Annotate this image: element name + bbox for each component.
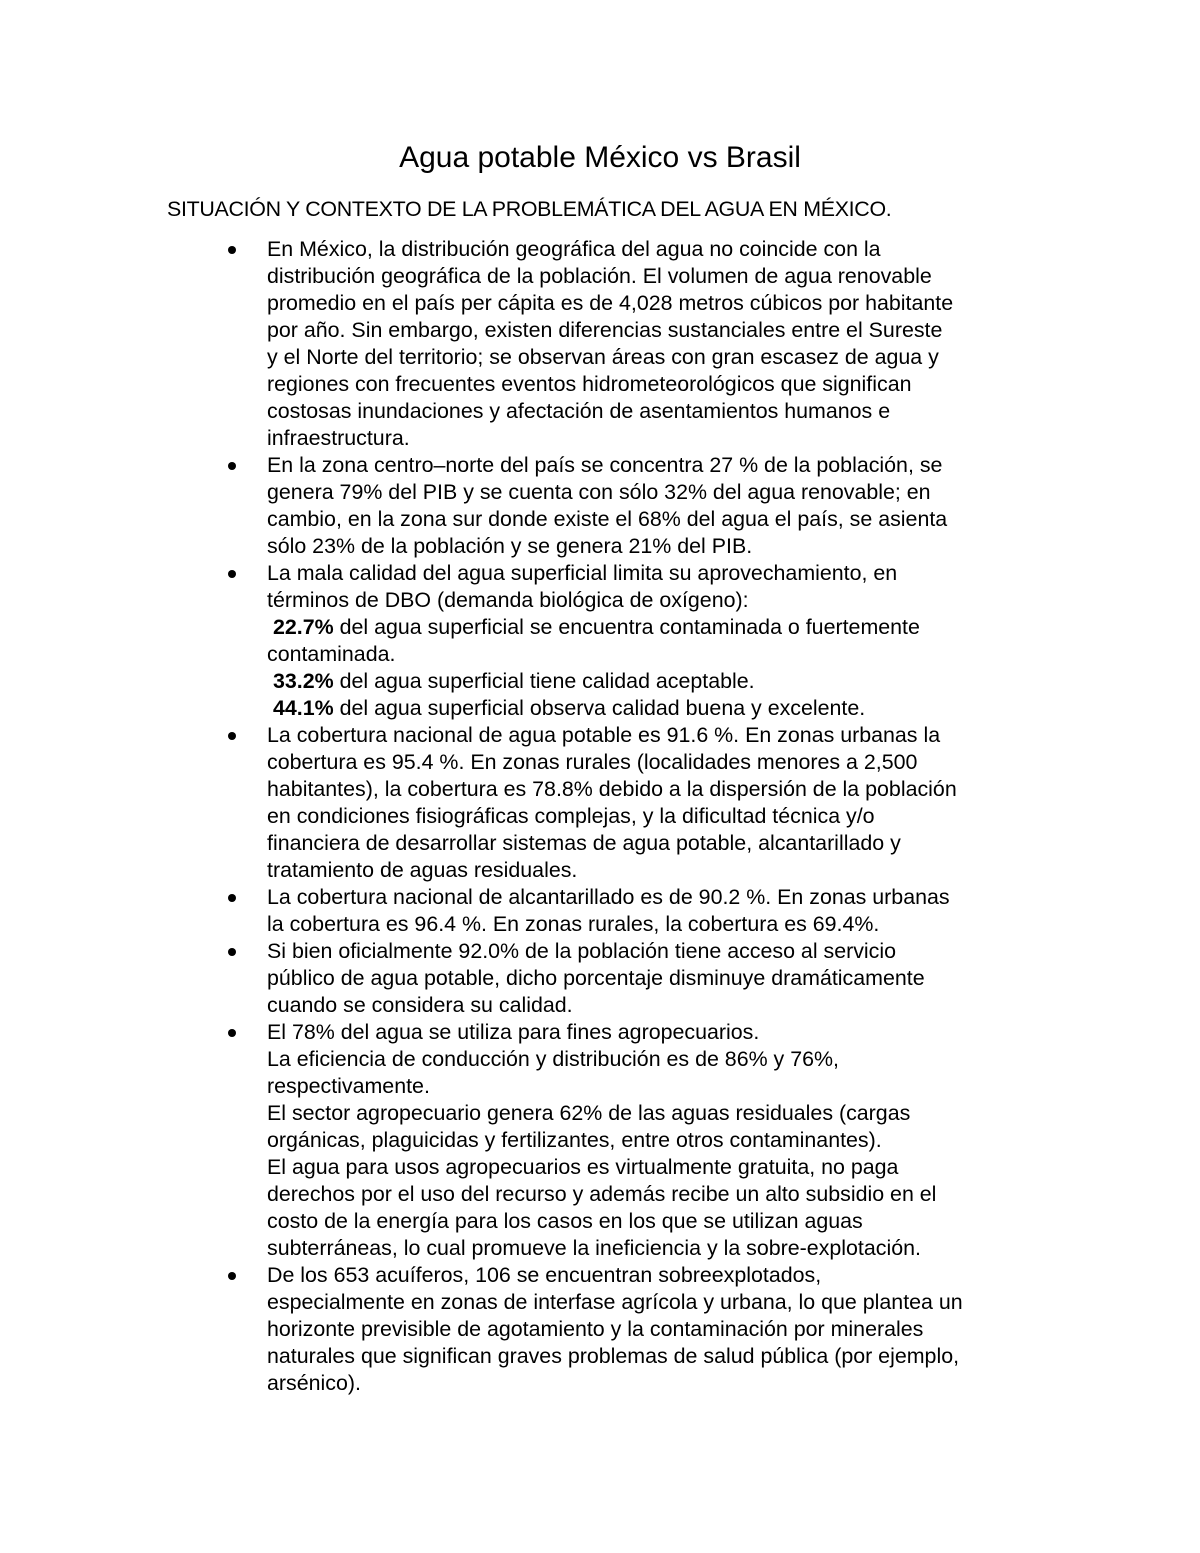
list-item xyxy=(267,560,1042,722)
text-line: La cobertura nacional de agua potable es 91.6 %. En zonas urbanas la xyxy=(267,723,941,747)
text-line: infraestructura. xyxy=(267,426,410,450)
quality-description: del agua superficial tiene calidad aceptable. xyxy=(333,669,755,693)
bullet-list xyxy=(267,236,1042,1397)
list-item xyxy=(267,236,1042,452)
quality-percentage: 44.1% xyxy=(273,696,334,720)
text-line: genera 79% del PIB y se cuenta con sólo 32% del agua renovable; en xyxy=(267,480,931,504)
bullet-dot-icon xyxy=(228,462,236,470)
text-line: arsénico). xyxy=(267,1371,361,1395)
text-line: derechos por el uso del recurso y además recibe un alto subsidio en el xyxy=(267,1182,937,1206)
text-line: público de agua potable, dicho porcentaje disminuye dramáticamente xyxy=(267,966,925,990)
text-line: La cobertura nacional de alcantarillado es de 90.2 %. En zonas urbanas xyxy=(267,885,950,909)
text-line: habitantes), la cobertura es 78.8% debido a la dispersión de la población xyxy=(267,777,957,801)
bullet-dot-icon xyxy=(228,732,236,740)
text-line: La mala calidad del agua superficial limita su aprovechamiento, en xyxy=(267,561,898,585)
bullet-dot-icon xyxy=(228,246,236,254)
text-line: La eficiencia de conducción y distribución es de 86% y 76%, xyxy=(267,1047,839,1071)
text-line: promedio en el país per cápita es de 4,028 metros cúbicos por habitante xyxy=(267,291,954,315)
text-line: financiera de desarrollar sistemas de agua potable, alcantarillado y xyxy=(267,831,901,855)
quality-percentage: 33.2% xyxy=(273,669,334,693)
text-line: De los 653 acuíferos, 106 se encuentran sobreexplotados, xyxy=(267,1263,822,1287)
quality-stat-line xyxy=(267,668,1042,695)
list-item xyxy=(267,722,1042,884)
text-line: El agua para usos agropecuarios es virtualmente gratuita, no paga xyxy=(267,1155,899,1179)
list-item xyxy=(267,452,1042,560)
text-line: subterráneas, lo cual promueve la ineficiencia y la sobre-explotación. xyxy=(267,1236,921,1260)
bullet-dot-icon xyxy=(228,1272,236,1280)
text-line: tratamiento de aguas residuales. xyxy=(267,858,578,882)
text-line: costo de la energía para los casos en los que se utilizan aguas xyxy=(267,1209,863,1233)
list-item xyxy=(267,938,1042,1019)
text-line: sólo 23% de la población y se genera 21% del PIB. xyxy=(267,534,753,558)
text-line: respectivamente. xyxy=(267,1074,430,1098)
quality-stat-line xyxy=(267,695,1042,722)
quality-description: del agua superficial observa calidad buena y excelente. xyxy=(333,696,866,720)
list-item xyxy=(267,1262,1042,1397)
text-line: Si bien oficialmente 92.0% de la población tiene acceso al servicio xyxy=(267,939,897,963)
text-line: El 78% del agua se utiliza para fines agropecuarios. xyxy=(267,1020,760,1044)
text-line: la cobertura es 96.4 %. En zonas rurales, la cobertura es 69.4%. xyxy=(267,912,880,936)
text-line: El sector agropecuario genera 62% de las aguas residuales (cargas xyxy=(267,1101,911,1125)
text-line: naturales que significan graves problemas de salud pública (por ejemplo, xyxy=(267,1344,960,1368)
list-item xyxy=(267,884,1042,938)
quality-description: del agua superficial se encuentra contaminada o fuertemente xyxy=(333,615,920,639)
text-line: cambio, en la zona sur donde existe el 68% del agua el país, se asienta xyxy=(267,507,948,531)
text-line: orgánicas, plaguicidas y fertilizantes, entre otros contaminantes). xyxy=(267,1128,882,1152)
text-line: distribución geográfica de la población. El volumen de agua renovable xyxy=(267,264,932,288)
text-line: especialmente en zonas de interfase agrícola y urbana, lo que plantea un xyxy=(267,1290,963,1314)
text-line: horizonte previsible de agotamiento y la contaminación por minerales xyxy=(267,1317,924,1341)
bullet-dot-icon xyxy=(228,570,236,578)
bullet-dot-icon xyxy=(228,948,236,956)
bullet-dot-icon xyxy=(228,894,236,902)
text-line: En México, la distribución geográfica del agua no coincide con la xyxy=(267,237,881,261)
list-item xyxy=(267,1019,1042,1262)
text-line: regiones con frecuentes eventos hidrometeorológicos que significan xyxy=(267,372,912,396)
quality-percentage: 22.7% xyxy=(273,615,334,639)
quality-stat-line xyxy=(267,614,1042,641)
text-line: contaminada. xyxy=(267,642,396,666)
bullet-dot-icon xyxy=(228,1029,236,1037)
text-line: costosas inundaciones y afectación de asentamientos humanos e xyxy=(267,399,891,423)
text-line: términos de DBO (demanda biológica de oxígeno): xyxy=(267,588,749,612)
text-line: cuando se considera su calidad. xyxy=(267,993,573,1017)
text-line: en condiciones fisiográficas complejas, y la dificultad técnica y/o xyxy=(267,804,875,828)
text-line: cobertura es 95.4 %. En zonas rurales (localidades menores a 2,500 xyxy=(267,750,918,774)
page-title: Agua potable México vs Brasil xyxy=(399,141,801,174)
section-heading: SITUACIÓN Y CONTEXTO DE LA PROBLEMÁTICA DEL AGUA EN MÉXICO. xyxy=(167,197,892,221)
text-line: En la zona centro–norte del país se concentra 27 % de la población, se xyxy=(267,453,943,477)
text-line: y el Norte del territorio; se observan áreas con gran escasez de agua y xyxy=(267,345,939,369)
text-line: por año. Sin embargo, existen diferencias sustanciales entre el Sureste xyxy=(267,318,943,342)
